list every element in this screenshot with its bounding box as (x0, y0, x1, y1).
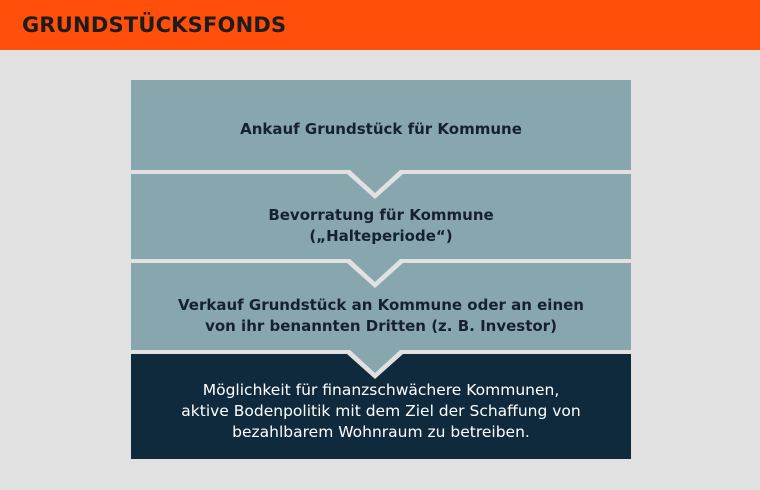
step-1-label: Ankauf Grundstück für Kommune (240, 119, 522, 138)
step-1-text (131, 80, 631, 178)
page-title: GRUNDSTÜCKSFONDS (22, 13, 287, 37)
result-label: Möglichkeit für finanzschwächere Kommunen, aktive Bodenpolitik mit dem Ziel der Schaffung von bezahlbarem Wohnraum zu betreiben. (181, 380, 581, 441)
step-2-text (131, 184, 631, 268)
step-3-text (131, 273, 631, 359)
step-3-label: Verkauf Grundstück an Kommune oder an einen von ihr benannten Dritten (z. B. Investor) (178, 296, 584, 335)
step-2-label: Bevorratung für Kommune („Halteperiode“) (268, 206, 494, 245)
result-text (131, 368, 631, 454)
